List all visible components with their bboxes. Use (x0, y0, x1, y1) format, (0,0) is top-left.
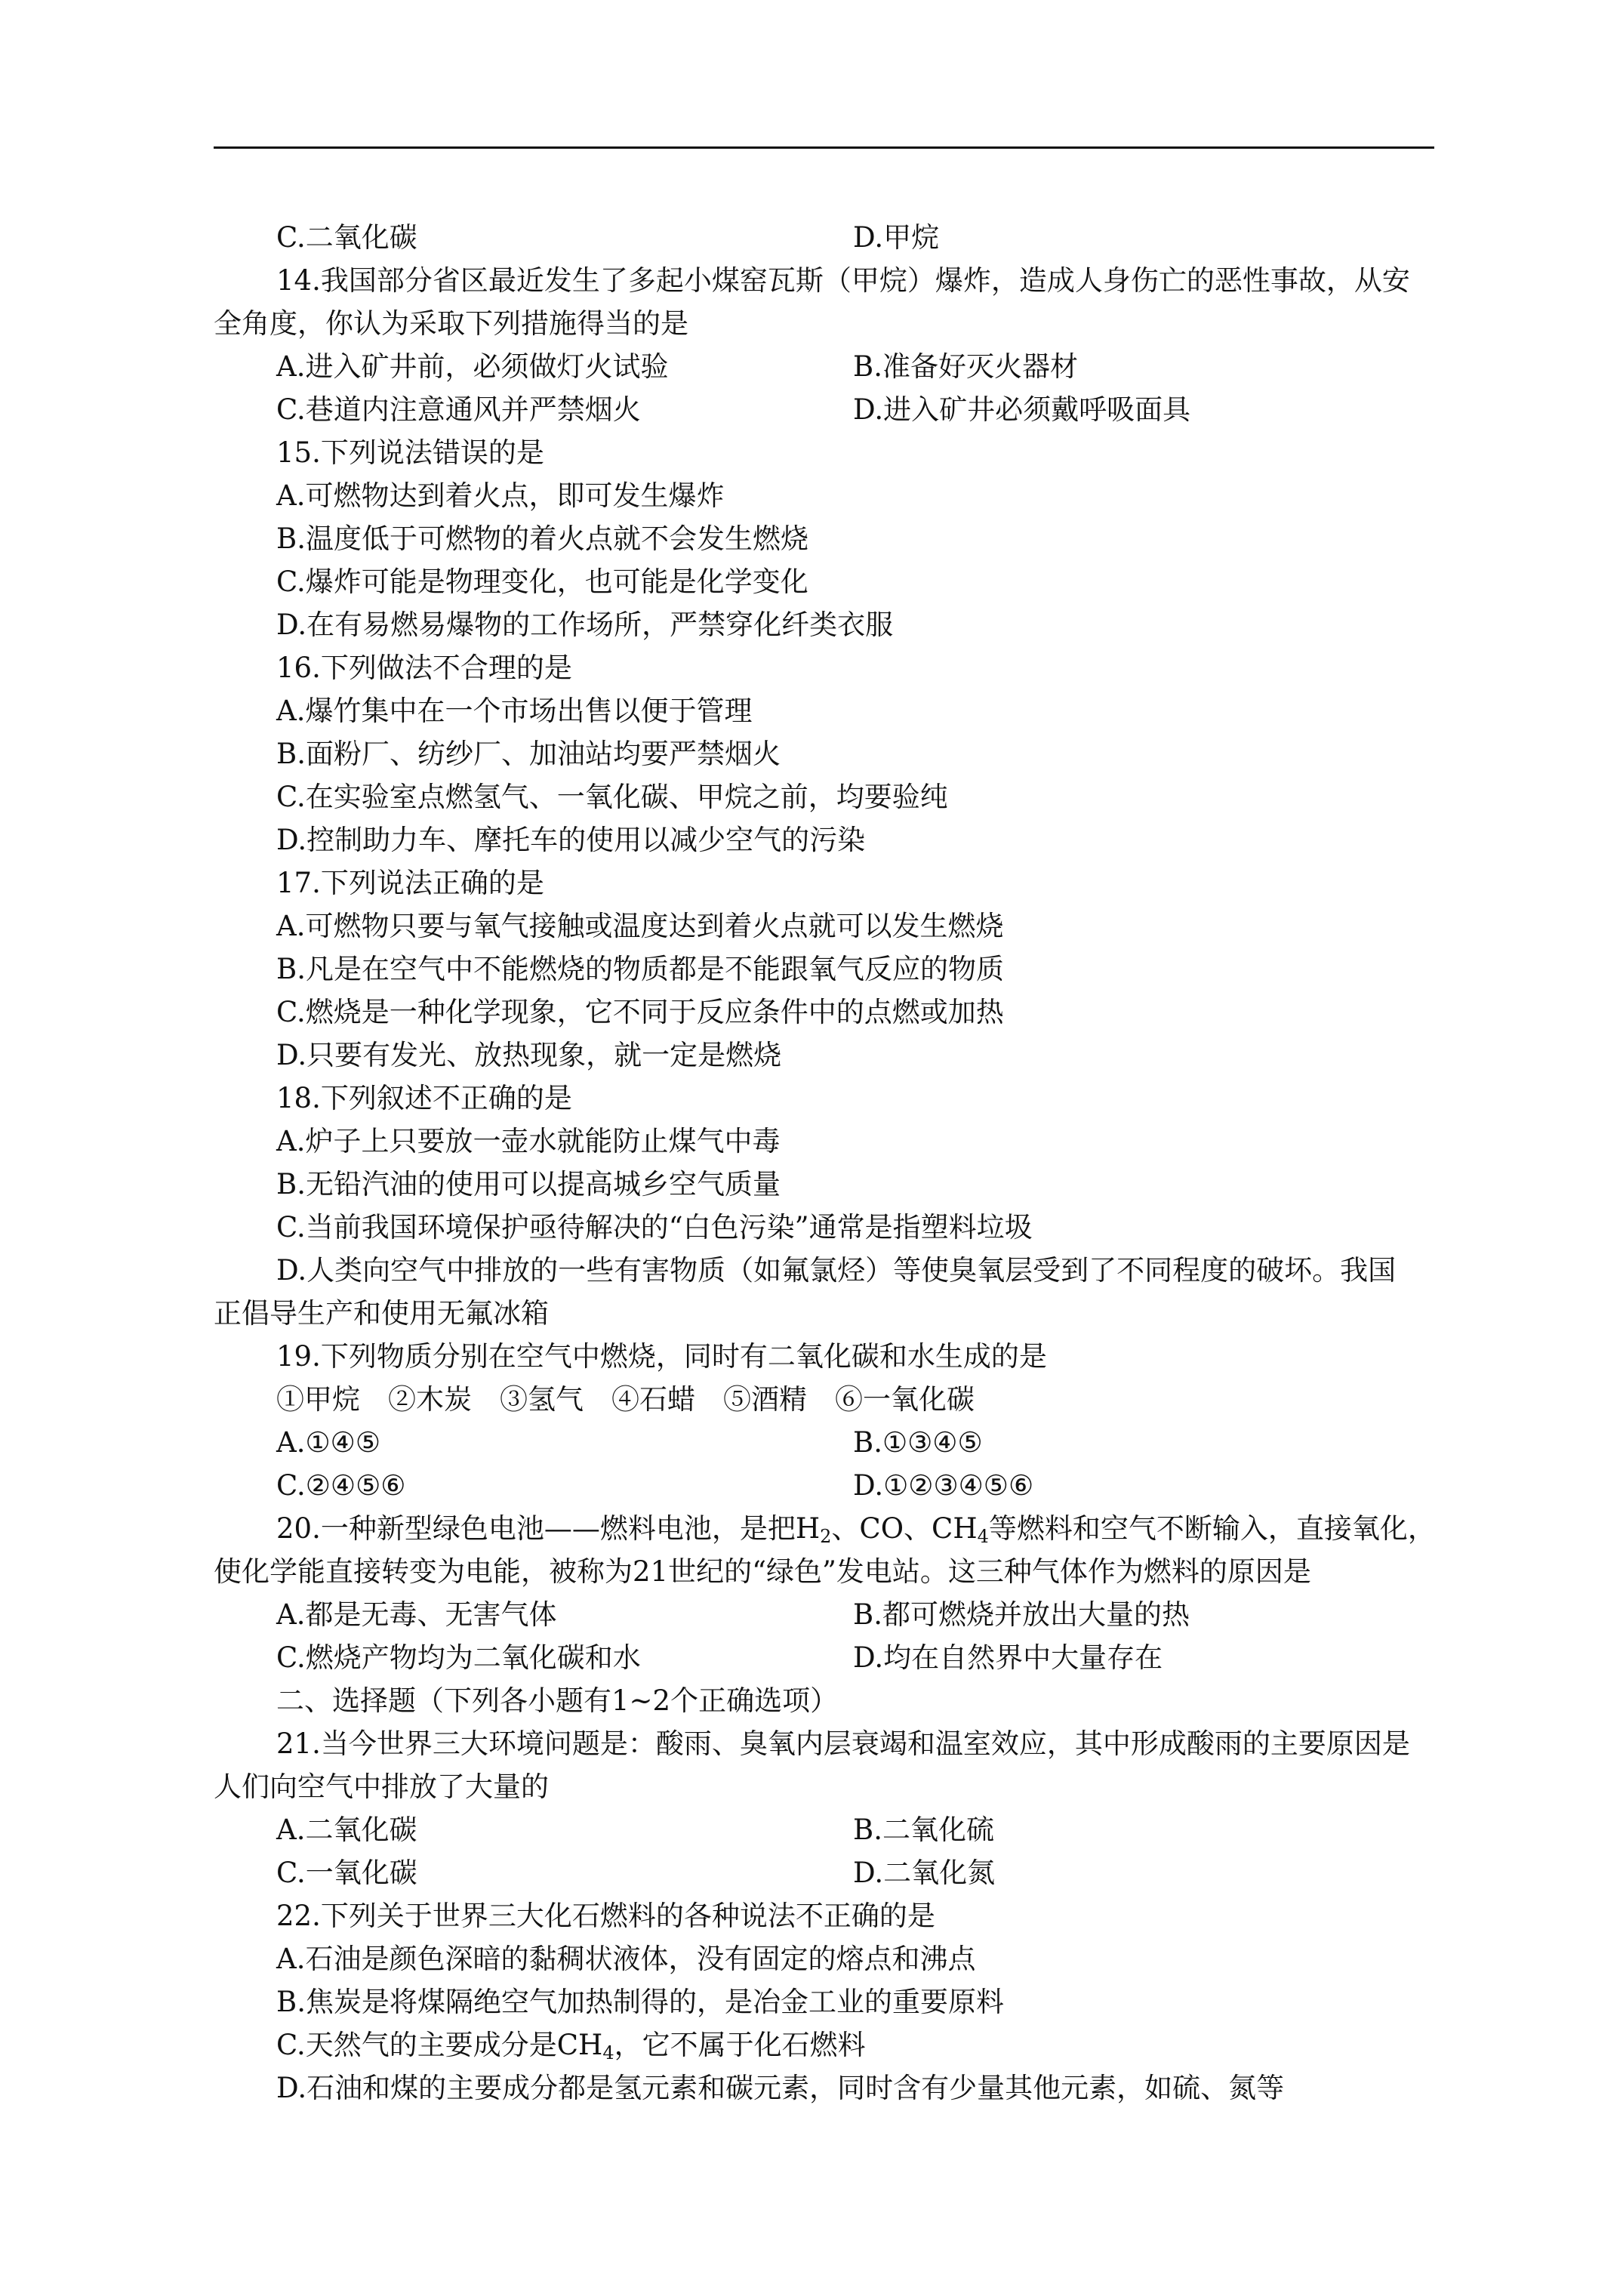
text-line: ①甲烷 ②木炭 ③氢气 ④石蜡 ⑤酒精 ⑥一氧化碳 (276, 1383, 975, 1416)
text-line: B.温度低于可燃物的着火点就不会发生燃烧 (276, 522, 808, 555)
text-line: B.二氧化硫 (853, 1814, 994, 1846)
text-line: B.面粉厂、纺纱厂、加油站均要严禁烟火 (276, 738, 781, 770)
text-line: A.①④⑤ (276, 1426, 380, 1459)
text-line: 14.我国部分省区最近发生了多起小煤窑瓦斯（甲烷）爆炸，造成人身伤亡的恶性事故，从安 (276, 264, 1410, 297)
question-22-option-c (276, 2026, 866, 2064)
text-line: D.只要有发光、放热现象，就一定是燃烧 (276, 1039, 782, 1071)
text-line: D.石油和煤的主要成分都是氢元素和碳元素，同时含有少量其他元素，如硫、氮等 (276, 2072, 1285, 2104)
text-line: C.二氧化碳 (276, 221, 417, 254)
text-line: A.二氧化碳 (276, 1814, 417, 1846)
text-line: D.人类向空气中排放的一些有害物质（如氟氯烃）等使臭氧层受到了不同程度的破坏。我国 (276, 1254, 1397, 1287)
text-line: A.可燃物达到着火点，即可发生爆炸 (276, 479, 725, 512)
text-line: D.二氧化氮 (853, 1857, 996, 1889)
q20-text-2: 、CO、CH (831, 1512, 978, 1545)
text-line: B.焦炭是将煤隔绝空气加热制得的，是冶金工业的重要原料 (276, 1986, 1004, 2018)
text-line: C.巷道内注意通风并严禁烟火 (276, 393, 641, 426)
text-line: C.②④⑤⑥ (276, 1469, 406, 1502)
text-line: C.燃烧产物均为二氧化碳和水 (276, 1641, 641, 1674)
text-line: 15.下列说法错误的是 (276, 436, 544, 469)
text-line: A.爆竹集中在一个市场出售以便于管理 (276, 695, 753, 727)
header-rule (214, 146, 1434, 149)
text-line: C.爆炸可能是物理变化，也可能是化学变化 (276, 566, 808, 598)
q22c-text-2: ，它不属于化石燃料 (614, 2029, 866, 2061)
text-line: 18.下列叙述不正确的是 (276, 1082, 572, 1114)
text-line: D.进入矿井必须戴呼吸面具 (853, 393, 1191, 426)
text-line: D.均在自然界中大量存在 (853, 1641, 1163, 1674)
text-line: D.①②③④⑤⑥ (853, 1469, 1034, 1502)
text-line: 19.下列物质分别在空气中燃烧，同时有二氧化碳和水生成的是 (276, 1340, 1047, 1373)
text-line: C.在实验室点燃氢气、一氧化碳、甲烷之前，均要验纯 (276, 781, 948, 813)
text-line: D.在有易燃易爆物的工作场所，严禁穿化纤类衣服 (276, 609, 894, 641)
text-line: 二、选择题（下列各小题有1~2个正确选项） (276, 1684, 839, 1717)
text-line: 全角度，你认为采取下列措施得当的是 (214, 307, 688, 340)
text-line: A.石油是颜色深暗的黏稠状液体，没有固定的熔点和沸点 (276, 1943, 976, 1975)
text-line: 16.下列做法不合理的是 (276, 652, 572, 684)
text-line: C.燃烧是一种化学现象，它不同于反应条件中的点燃或加热 (276, 996, 1004, 1028)
text-line: B.准备好灭火器材 (853, 350, 1078, 383)
text-line: A.都是无毒、无害气体 (276, 1598, 557, 1631)
text-line: A.可燃物只要与氧气接触或温度达到着火点就可以发生燃烧 (276, 910, 1004, 942)
q20-text-3: 等燃料和空气不断输入，直接氧化， (988, 1512, 1436, 1545)
text-line: D.甲烷 (853, 221, 940, 254)
text-line: 21.当今世界三大环境问题是：酸雨、臭氧内层衰竭和温室效应，其中形成酸雨的主要原因是 (276, 1727, 1410, 1760)
q22c-sub-4: 4 (602, 2042, 614, 2063)
text-line: B.①③④⑤ (853, 1426, 983, 1459)
text-line: B.都可燃烧并放出大量的热 (853, 1598, 1190, 1631)
q22c-text-1: C.天然气的主要成分是CH (276, 2029, 603, 2061)
question-20-first-line (276, 1510, 1436, 1548)
q20-text-1: 20.一种新型绿色电池——燃料电池，是把H (276, 1512, 821, 1545)
text-line: 17.下列说法正确的是 (276, 867, 544, 899)
text-line: 使化学能直接转变为电能，被称为21世纪的“绿色”发电站。这三种气体作为燃料的原因是 (214, 1555, 1311, 1588)
q20-sub-2: 2 (820, 1526, 832, 1547)
text-line: A.炉子上只要放一壶水就能防止煤气中毒 (276, 1125, 781, 1157)
text-line: B.凡是在空气中不能燃烧的物质都是不能跟氧气反应的物质 (276, 953, 1004, 985)
text-line: 正倡导生产和使用无氟冰箱 (214, 1297, 549, 1330)
text-line: C.当前我国环境保护亟待解决的“白色污染”通常是指塑料垃圾 (276, 1211, 1033, 1244)
q20-sub-4: 4 (977, 1526, 989, 1547)
text-line: B.无铅汽油的使用可以提高城乡空气质量 (276, 1168, 781, 1200)
text-line: 22.下列关于世界三大化石燃料的各种说法不正确的是 (276, 1900, 935, 1932)
text-line: A.进入矿井前，必须做灯火试验 (276, 350, 669, 383)
text-line: D.控制助力车、摩托车的使用以减少空气的污染 (276, 824, 866, 856)
text-line: C.一氧化碳 (276, 1857, 417, 1889)
text-line: 人们向空气中排放了大量的 (214, 1771, 549, 1803)
